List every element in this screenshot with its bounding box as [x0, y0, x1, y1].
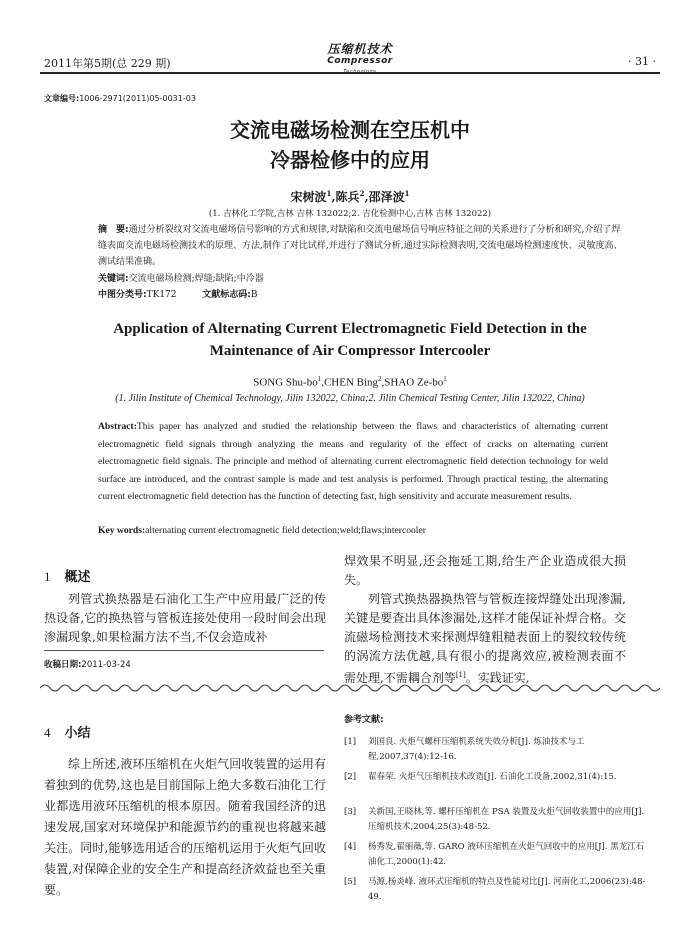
footnote-rule	[44, 650, 324, 651]
author-en-2: CHEN Bing	[323, 376, 379, 389]
section-4-title: 小结	[64, 726, 91, 741]
author-cn-1: 宋树波	[290, 190, 327, 204]
author-cn-sep-1: ,	[331, 190, 336, 204]
received-label: 收稿日期:	[44, 660, 82, 670]
page-number: · 31 ·	[628, 55, 656, 68]
reference-text-4: 杨秀发,翟丽薇,等. GARO 液环压缩机在火炬气回收中的应用[J]. 黑龙江石油化工,2000(1):42.	[368, 842, 645, 867]
affiliation-cn: (1. 吉林化工学院,吉林 吉林 132022;2. 吉化检测中心,吉林 吉林 132022)	[208, 209, 492, 219]
reference-num-1: [1]	[344, 737, 357, 747]
classification-line	[98, 287, 626, 303]
abstract-en-text: This paper has analyzed and studied the relationship between the flaws and characteristics of alternating current electromagnetic field signals through analyzing the means and regularity of the effect of cracks on alternating current electromagnetic field signals. The principle and method of alternating current electromagnetic field detection technology for weld surface are introduced, and the contrast sample is made and test analysis is performed. Through practical testing, the alternating current electromagnetic field detection has the function of detecting fast, high sensitivity and accurate measurement results.	[98, 421, 608, 502]
title-cn-line2: 冷器检修中的应用	[270, 148, 430, 172]
abstract-cn	[98, 222, 626, 270]
references-title: 参考文献:	[344, 715, 384, 725]
section-4-paragraph: 综上所述,液环压缩机在火炬气回收装置的运用有着独到的优势,这也是目前国际上绝大多数石油化工行业都选用液环压缩机的根本原因。随着我国经济的迅速发展,国家对环境保护和能源节约的重视也将越来越关注。同时,能够选用适合的压缩机运用于火炬气回收装置,对保障企业的安全生产和提高经济效益也至关重要。	[44, 757, 326, 897]
running-header-issue: 2011年第5期(总 229 期)	[44, 57, 171, 70]
section-1-right-paragraph-2	[344, 590, 626, 688]
author-cn-3: 邵泽波	[368, 190, 405, 204]
header-rule	[40, 72, 660, 74]
section-1-number: 1	[44, 569, 51, 584]
journal-logo	[310, 40, 410, 76]
reference-num-4: [4]	[344, 842, 357, 852]
wavy-divider	[40, 682, 660, 694]
author-en-3: SHAO Ze-bo	[384, 376, 444, 389]
logo-en-small: Technology	[343, 69, 377, 75]
title-en-line2: Maintenance of Air Compressor Intercooler	[209, 343, 491, 359]
keywords-en	[98, 522, 608, 540]
author-en-1: SONG Shu-bo	[253, 376, 318, 389]
classification-label: 中图分类号:	[98, 290, 147, 300]
article-number	[44, 93, 196, 104]
section-1-title: 概述	[64, 570, 91, 585]
doc-code-value: B	[250, 290, 258, 300]
abstract-en-label: Abstract:	[98, 421, 137, 432]
logo-cn-text: 压缩机技术	[327, 42, 393, 56]
citation-1: [1]	[455, 671, 466, 679]
abstract-en	[98, 418, 608, 506]
author-en-2-sup: 2	[378, 375, 382, 383]
reference-num-2: [2]	[344, 772, 357, 782]
keywords-en-text: alternating current electromagnetic field detection;weld;flaws;intercooler	[145, 525, 426, 536]
section-1-right-paragraph-1: 焊效果不明显,还会拖延工期,给生产企业造成很大损失。	[344, 554, 626, 587]
reference-text-1: 刘国良. 火炬气螺杆压缩机系统失效分析[J]. 炼油技术与工程,2007,37(4):12-16.	[368, 737, 585, 762]
article-number-label: 文章编号:	[44, 94, 80, 103]
keywords-cn-text: 交流电磁场检测;焊缝;缺陷;中冷器	[128, 274, 264, 284]
author-en-sep-1: ,	[321, 376, 324, 389]
title-cn-line1: 交流电磁场检测在空压机中	[230, 118, 470, 142]
section-1-right-text: 列管式换热器换热管与管板连接焊缝处出现渗漏,关键是要查出具体渗漏处,这样才能保证补焊合格。交流磁场检测技术来探测焊缝粗糙表面上的裂纹较传统的涡流方法优越,具有很小的提离效应,被检测表面不需处理,不需耦合剂等	[344, 592, 626, 685]
keywords-en-label: Key words:	[98, 525, 146, 536]
doc-code-label: 文献标志码:	[202, 290, 251, 300]
author-cn-2: 陈兵	[335, 190, 360, 204]
received-value: 2011-03-24	[81, 660, 131, 670]
keywords-cn	[98, 271, 626, 287]
logo-en-main: Compressor	[327, 56, 393, 66]
author-cn-1-sup: 1	[326, 189, 332, 198]
authors-cn	[0, 188, 700, 205]
reference-num-3: [3]	[344, 807, 357, 817]
author-en-3-sup: 1	[443, 375, 447, 383]
affiliation-en: (1. Jilin Institute of Chemical Technology, Jilin 132022, China;2. Jilin Chemical Testing Center, Jilin 132022, China)	[115, 393, 585, 404]
reference-text-3: 关新国,王晓林,等. 螺杆压缩机在 PSA 装置及火炬气回收装置中的应用[J]. 压缩机技术,2004,25(3):48-52.	[368, 807, 645, 832]
author-en-1-sup: 1	[317, 375, 322, 383]
section-4-number: 4	[44, 725, 51, 740]
received-date	[44, 658, 131, 670]
section-1-heading	[44, 566, 91, 585]
reference-text-5: 马源,杨炎峰. 液环式压缩机的特点及性能对比[J]. 河南化工,2006(23):48-49.	[368, 877, 646, 902]
author-cn-3-sup: 1	[404, 189, 410, 198]
reference-num-5: [5]	[344, 877, 357, 887]
title-en-line1: Application of Alternating Current Electromagnetic Field Detection in the	[113, 321, 587, 337]
article-number-value: 1006-2971(2011)05-0031-03	[79, 94, 196, 103]
classification-value: TK172	[146, 290, 177, 300]
reference-text-2: 翟春荣. 火炬气压缩机技术改造[J]. 石油化工设备,2002,31(4):15.	[368, 772, 617, 782]
author-cn-sep-2: ,	[364, 190, 369, 204]
authors-en	[0, 375, 700, 389]
section-1-right-end: 。实践证实,	[465, 671, 530, 685]
abstract-cn-label: 摘 要:	[98, 225, 129, 235]
author-en-sep-2: ,	[381, 376, 385, 389]
section-4-heading	[44, 722, 91, 741]
author-cn-2-sup: 2	[359, 189, 365, 198]
abstract-cn-text: 通过分析裂纹对交流电磁场信号影响的方式和规律,对缺陷和交流电磁场信号响应特征之间的关系进行了分析和研究,介绍了焊缝表面交流电磁场检测技术的原理、方法,制作了对比试样,并进行了测试分析,通过实际检测表明,交流电磁场检测速度快、灵敏度高、测试结果准确。	[98, 225, 623, 267]
keywords-cn-label: 关键词:	[98, 274, 129, 284]
section-1-left-paragraph: 列管式换热器是石油化工生产中应用最广泛的传热设备,它的换热管与管板连接处使用一段时间会出现渗漏现象,如果检漏方法不当,不仅会造成补	[44, 592, 326, 644]
